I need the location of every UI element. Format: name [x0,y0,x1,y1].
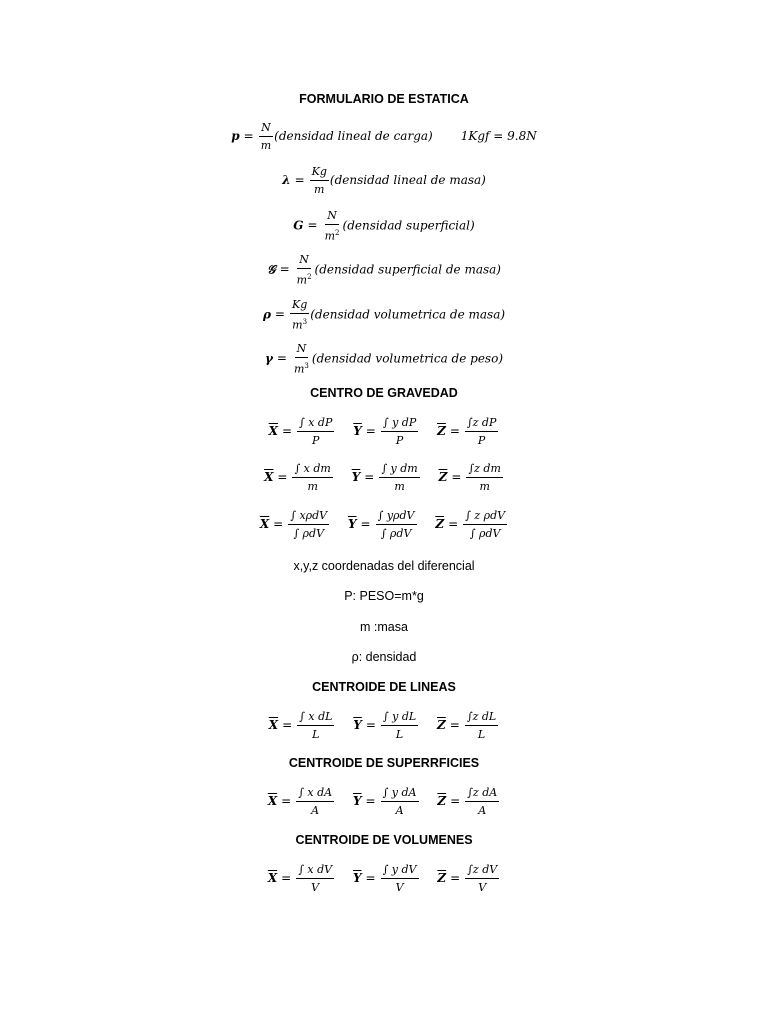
fraction [297,709,334,742]
denominator: A [395,804,404,817]
numerator: ∫ x dm [292,461,332,478]
equals-sign: = [279,262,290,277]
section-heading-center-of-gravity: CENTRO DE GRAVEDAD [310,386,458,400]
denominator: L [312,728,320,741]
denominator: A [311,804,320,817]
exponent: 3 [302,318,308,326]
symbol-y-bar: $\overline{Y}$ [351,470,361,484]
numerator: ∫z dA [465,785,499,802]
fraction [379,461,419,494]
numerator: ∫z dV [465,862,499,879]
denominator-base: m [324,229,336,243]
fraction [292,341,311,377]
numerator: ∫ y dL [381,709,418,726]
equals-sign: = [277,470,288,484]
note-mass: m :masa [360,620,408,634]
denominator-base: m [292,318,303,332]
symbol-rho: ρ [262,307,271,322]
equals-sign: = [365,424,376,438]
exponent: 2 [307,273,312,281]
symbol-script-G: 𝒢 [267,262,276,277]
equals-sign: = [281,794,292,808]
description: (densidad volumetrica de masa) [310,307,506,322]
fraction [381,785,419,818]
equals-sign: = [448,517,459,531]
symbol-z-bar: $\overline{Z}$ [437,718,446,732]
denominator: m [479,480,490,493]
section-heading-line-centroid: CENTROIDE DE LINEAS [312,680,456,694]
numerator: ∫ x dP [297,415,334,432]
fraction [465,785,499,818]
symbol-z-bar: $\overline{Z}$ [437,794,447,808]
equals-sign: = [450,794,461,808]
fraction [290,297,309,333]
symbol-y-bar: $\overline{Y}$ [353,424,362,438]
formula-row-volume-centroid [0,862,768,895]
exponent: 3 [304,362,309,370]
equals-sign: = [307,218,318,233]
formula-row-line-centroid [0,709,768,742]
equals-sign: = [365,871,376,885]
fraction [297,415,334,448]
fraction [323,208,342,244]
equals-sign: = [294,173,305,187]
fraction [465,415,498,448]
denominator: ∫ ρdV [469,527,501,540]
symbol-x-bar: $\overline{X}$ [264,470,274,484]
formula-linear-mass-density [0,164,768,197]
denominator: V [395,881,404,894]
numerator: ∫z dP [465,415,498,432]
symbol-lambda: λ [282,173,291,187]
symbol-x-bar: $\overline{X}$ [259,517,270,531]
numerator: ∫ x dV [296,862,334,879]
denominator [292,358,311,377]
denominator: A [478,804,487,817]
symbol-gamma: γ [265,351,273,366]
formula-row-centroid-weight [0,415,768,448]
fraction [292,461,332,494]
note-weight: P: PESO=m*g [344,589,424,603]
denominator: L [395,728,404,741]
denominator-base: m [296,273,308,287]
numerator: N [259,120,273,137]
numerator: N [325,208,339,225]
formula-row-surface-centroid [0,785,768,818]
equals-sign: = [449,718,460,732]
symbol-y-bar: $\overline{Y}$ [352,871,362,885]
conversion-kgf: 1Kgf = 9.8N [460,129,537,143]
fraction [381,415,418,448]
exponent: 2 [335,229,340,237]
description: (densidad superficial) [342,218,475,233]
denominator: ∫ ρdV [293,527,325,540]
description: (densidad lineal de carga) [274,129,433,143]
fraction [288,508,329,541]
fraction [466,461,503,494]
symbol-x-bar: $\overline{X}$ [267,794,278,808]
symbol-p: p [231,129,240,143]
description: (densidad lineal de masa) [329,173,486,187]
equals-sign: = [281,871,292,885]
formula-row-centroid-mass [0,461,768,494]
fraction [381,709,418,742]
symbol-z-bar: $\overline{Z}$ [435,517,445,531]
denominator [290,314,309,333]
numerator: ∫ yρdV [376,508,417,525]
equals-sign: = [281,424,292,438]
numerator: ∫ y dA [381,785,419,802]
denominator: ∫ ρdV [380,527,412,540]
equals-sign: = [450,871,461,885]
formula-linear-load-density [0,120,768,153]
fraction [463,508,507,541]
numerator: ∫ z ρdV [463,508,507,525]
symbol-z-bar: $\overline{Z}$ [437,871,447,885]
denominator: P [395,434,404,447]
symbol-z-bar: $\overline{Z}$ [438,470,448,484]
symbol-y-bar: $\overline{Y}$ [353,718,362,732]
equals-sign: = [449,424,460,438]
denominator: m [394,480,405,493]
fraction [465,709,498,742]
numerator: ∫z dL [465,709,498,726]
equals-sign: = [360,517,371,531]
denominator [295,269,314,288]
equals-sign: = [273,517,284,531]
numerator: ∫ x dL [297,709,334,726]
denominator: m [260,139,272,152]
numerator: ∫z dm [466,461,503,478]
numerator: N [295,341,309,358]
equals-sign: = [276,351,287,366]
denominator: m [307,480,318,493]
equals-sign: = [365,718,376,732]
numerator: N [297,252,311,269]
formula-row-centroid-density [0,508,768,541]
note-density: ρ: densidad [351,650,417,664]
symbol-x-bar: $\overline{X}$ [268,424,278,438]
formula-surface-density [0,208,768,244]
description: (densidad volumetrica de peso) [311,351,503,366]
fraction [310,164,329,197]
description: (densidad superficial de masa) [314,262,501,277]
formula-surface-mass-density [0,252,768,288]
fraction [376,508,417,541]
fraction [259,120,273,153]
denominator: L [477,728,486,741]
numerator: ∫ y dm [379,461,419,478]
equals-sign: = [243,129,254,143]
denominator: V [311,881,320,894]
fraction [296,785,334,818]
denominator: V [478,881,487,894]
fraction [465,862,499,895]
symbol-G: G [293,218,304,233]
denominator: P [477,434,486,447]
denominator-base: m [293,362,305,376]
denominator: P [311,434,320,447]
symbol-x-bar: $\overline{X}$ [267,871,278,885]
section-heading-surface-centroid: CENTROIDE DE SUPERRFICIES [288,756,480,770]
numerator: Kg [310,164,329,181]
denominator: m [314,183,325,196]
note-coordinates: x,y,z coordenadas del diferencial [293,559,475,573]
denominator [323,225,342,244]
numerator: Kg [290,297,309,314]
fraction [296,862,334,895]
symbol-y-bar: $\overline{Y}$ [347,517,357,531]
equals-sign: = [451,470,462,484]
symbol-z-bar: $\overline{Z}$ [437,424,446,438]
numerator: ∫ x dA [296,785,334,802]
equals-sign: = [364,470,375,484]
formula-volumetric-weight-density [0,341,768,377]
symbol-y-bar: $\overline{Y}$ [352,794,362,808]
numerator: ∫ y dV [381,862,419,879]
equals-sign: = [365,794,376,808]
section-heading-volume-centroid: CENTROIDE DE VOLUMENES [295,833,473,847]
formula-volumetric-mass-density [0,297,768,333]
numerator: ∫ xρdV [288,508,329,525]
numerator: ∫ y dP [381,415,418,432]
fraction [381,862,419,895]
page-title: FORMULARIO DE ESTATICA [299,92,469,106]
symbol-x-bar: $\overline{X}$ [268,718,279,732]
equals-sign: = [282,718,293,732]
equals-sign: = [274,307,285,322]
fraction [295,252,314,288]
